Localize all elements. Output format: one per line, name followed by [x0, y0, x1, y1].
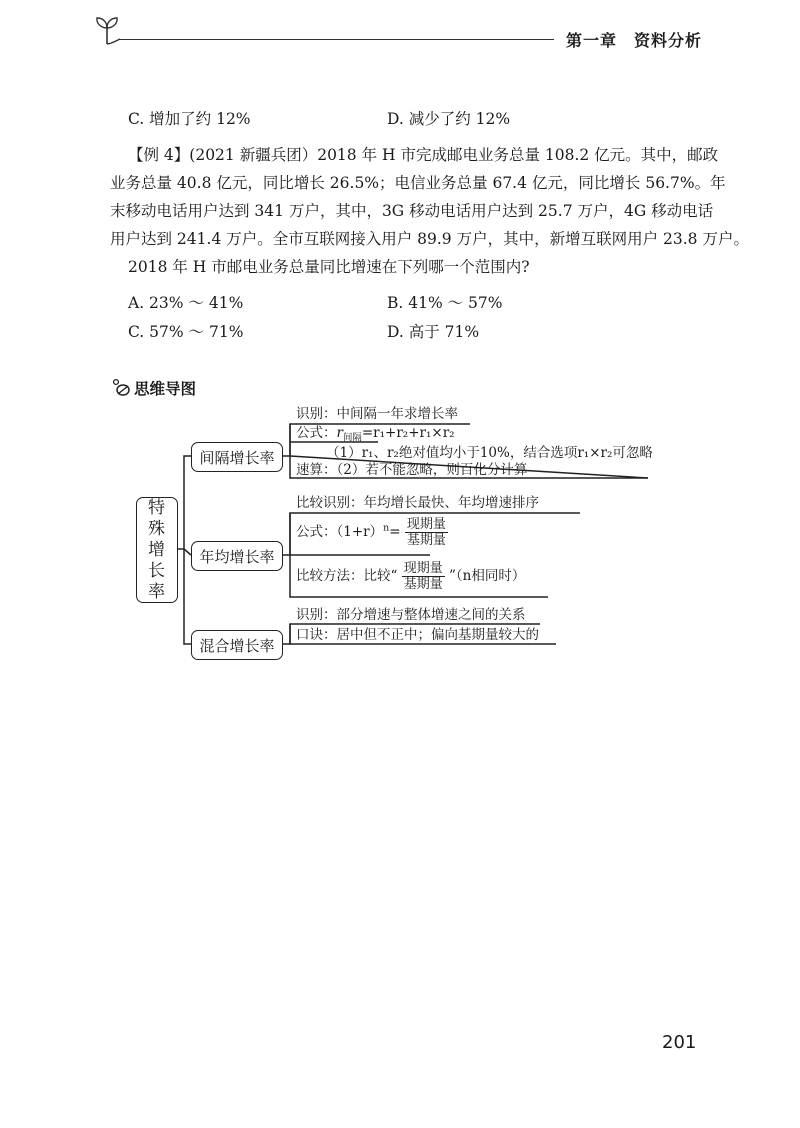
root-char: 增 — [148, 539, 166, 560]
leaf-interval-formula — [296, 425, 455, 447]
fraction-current-over-base — [405, 517, 448, 548]
root-node-special-growth-rate — [136, 497, 178, 603]
page-number: 201 — [662, 1032, 697, 1053]
leaf-average-identify: 比较识别：年均增长最快、年均增速排序 — [296, 495, 539, 511]
compare-prefix: 比较方法：比较“ — [296, 568, 398, 584]
example-line-4: 用户达到 241.4 万户。全市互联网接入用户 89.9 万户，其中，新增互联网用户 23.8 万户。 — [110, 230, 749, 248]
example-question: 2018 年 H 市邮电业务总量同比增速在下列哪一个范围内? — [128, 258, 530, 276]
frac-top: 现期量 — [406, 517, 446, 532]
formula-rest: =r₁+r₂+r₁×r₂ — [361, 425, 455, 441]
fraction-current-over-base — [402, 561, 445, 592]
formula-sub: 间隔 — [342, 432, 362, 444]
frac-bot: 基期量 — [406, 533, 446, 548]
branch-mixed-growth: 混合增长率 — [191, 630, 283, 660]
leaf-interval-note-2: 速算：（2）若不能忽略，则百化分计算 — [296, 462, 528, 478]
root-char: 长 — [148, 560, 166, 581]
leaf-interval-note-1: （1）r₁、r₂绝对值均小于10%，结合选项r₁×r₂可忽略 — [326, 445, 653, 461]
example-line-2: 业务总量 40.8 亿元，同比增长 26.5%；电信业务总量 67.4 亿元，同比增长 56.7%。年 — [110, 174, 726, 192]
formula-prefix: 公式：（1+r） — [296, 524, 384, 540]
leaf-average-formula — [296, 517, 448, 548]
branch-average-growth: 年均增长率 — [191, 541, 283, 571]
formula-var: r — [336, 425, 343, 441]
branch-interval-growth: 间隔增长率 — [191, 442, 283, 472]
sprout-icon — [92, 14, 122, 46]
mindmap-icon — [112, 378, 130, 398]
option-a: A. 23% ～ 41% — [128, 294, 244, 312]
prev-option-d: D. 减少了约 12% — [387, 110, 511, 128]
formula-exp: n — [383, 522, 390, 534]
frac-bot: 基期量 — [403, 577, 443, 592]
example-line-1: 【例 4】(2021 新疆兵团）2018 年 H 市完成邮电业务总量 108.2 亿元。其中，邮政 — [128, 146, 719, 164]
mindmap-title: 思维导图 — [134, 380, 197, 398]
prev-option-c: C. 增加了约 12% — [128, 110, 251, 128]
option-c: C. 57% ～ 71% — [128, 323, 244, 341]
leaf-average-compare — [296, 561, 525, 592]
header-rule — [118, 39, 554, 40]
leaf-mixed-tip: 口诀：居中但不正中；偏向基期量较大的 — [296, 627, 539, 643]
leaf-interval-identify: 识别：中间隔一年求增长率 — [296, 406, 458, 422]
root-char: 殊 — [148, 518, 166, 539]
example-line-3: 末移动电话用户达到 341 万户，其中，3G 移动电话用户达到 25.7 万户，4G 移动电话 — [110, 202, 714, 220]
root-char: 率 — [148, 581, 166, 602]
option-d: D. 高于 71% — [387, 323, 480, 341]
frac-top: 现期量 — [403, 561, 443, 576]
option-b: B. 41% ～ 57% — [387, 294, 503, 312]
root-char: 特 — [148, 497, 166, 518]
formula-eq: = — [389, 524, 401, 540]
compare-suffix: ”（n相同时） — [449, 568, 526, 584]
leaf-mixed-identify: 识别：部分增速与整体增速之间的关系 — [296, 607, 526, 623]
chapter-title: 第一章 资料分析 — [566, 31, 703, 50]
formula-prefix: 公式： — [296, 425, 337, 441]
